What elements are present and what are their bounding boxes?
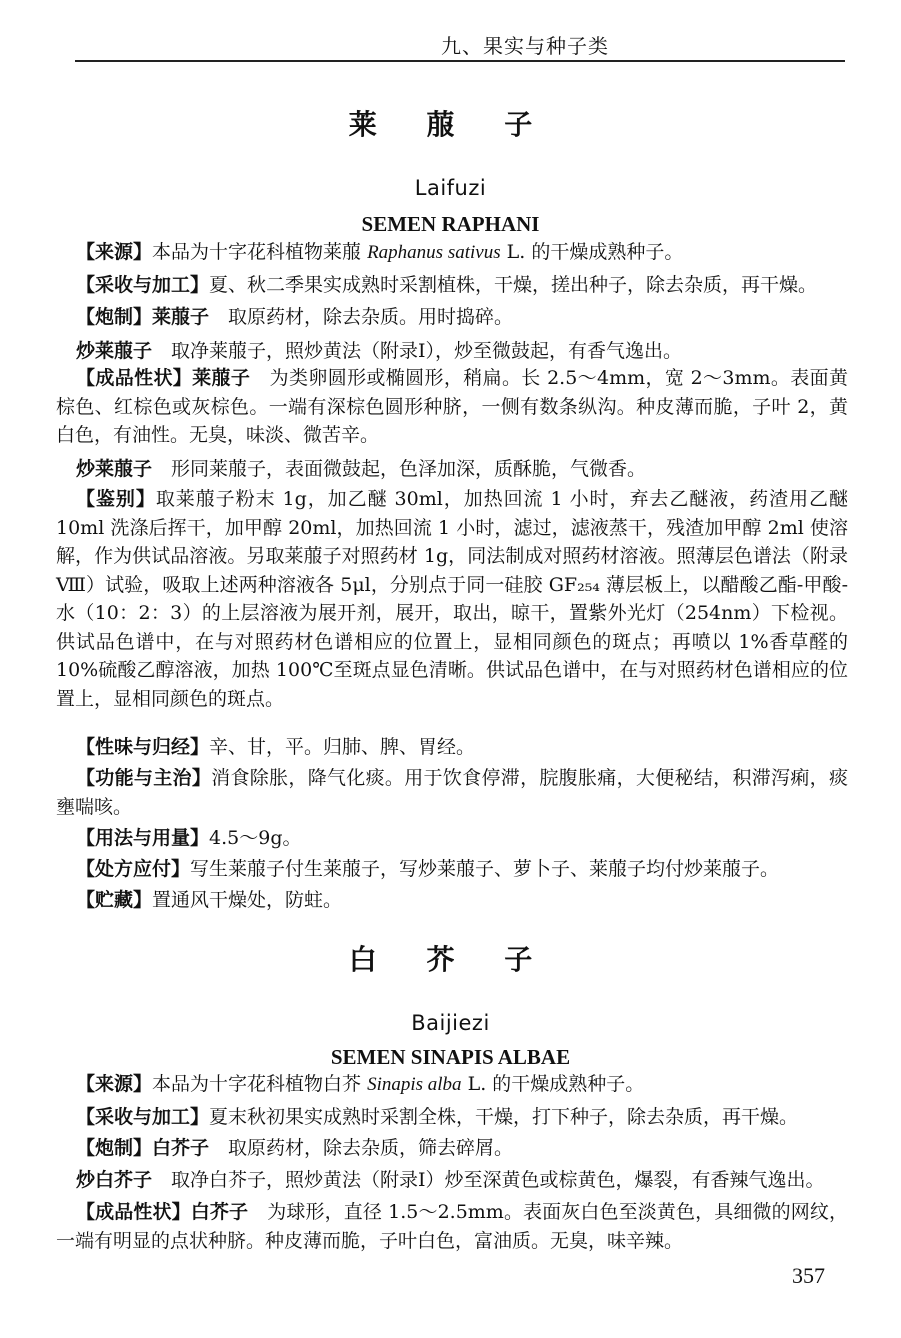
identification-label: 【鉴别】	[76, 488, 156, 510]
description-paragraph: 【成品性状】白芥子 为球形，直径 1.5～2.5mm。表面灰白色至淡黄色，具细微的网纹，一端有明显的点状种脐。种皮薄而脆，子叶白色，富油质。无臭，味辛辣。	[56, 1201, 848, 1252]
entry-latin-name: SEMEN RAPHANI	[361, 212, 540, 236]
entry-pinyin: Baijiezi	[411, 1011, 490, 1035]
storage-label: 【贮藏】	[76, 889, 153, 911]
source-label: 【来源】	[76, 1073, 153, 1095]
entry-pinyin: Laifuzi	[414, 176, 487, 200]
page-number: 357	[792, 1263, 825, 1288]
function-label: 【功能与主治】	[76, 767, 212, 789]
storage-paragraph: 【贮藏】置通风干燥处，防蛀。	[76, 889, 343, 911]
chapter-title: 九、果实与种子类	[441, 34, 609, 58]
species-name: Sinapis alba	[367, 1074, 462, 1095]
function-paragraph: 【功能与主治】消食除胀，降气化痰。用于饮食停滞，脘腹胀痛，大便秘结，积滞泻痢，痰壅喘咳。	[56, 767, 848, 818]
nature-paragraph: 【性味与归经】辛、甘，平。归肺、脾、胃经。	[76, 736, 476, 758]
source-paragraph: 【来源】本品为十字花科植物白芥 Sinapis alba L. 的干燥成熟种子。	[76, 1073, 645, 1095]
entry-title: 莱 菔 子	[348, 108, 553, 141]
processing-paragraph: 【炮制】莱菔子 取原药材，除去杂质。用时捣碎。	[76, 306, 514, 328]
description-paragraph: 【成品性状】莱菔子 为类卵圆形或椭圆形，稍扁。长 2.5～4mm，宽 2～3mm。表面黄棕色、红棕色或灰棕色。一端有深棕色圆形种脐，一侧有数条纵沟。种皮薄而脆，子叶 2，黄白色，有油性。无臭，味淡、微苦辛。	[56, 367, 848, 446]
running-header	[75, 36, 845, 62]
processing-label: 【炮制】	[76, 1137, 153, 1159]
harvest-paragraph: 【采收与加工】夏末秋初果实成熟时采割全株，干燥，打下种子，除去杂质，再干燥。	[76, 1106, 799, 1128]
source-paragraph: 【来源】本品为十字花科植物莱菔 Raphanus sativus L. 的干燥成熟种子。	[76, 241, 684, 263]
species-name: Raphanus sativus	[367, 242, 501, 263]
nature-label: 【性味与归经】	[76, 736, 210, 758]
processing-item-name: 莱菔子	[152, 306, 210, 328]
prescription-paragraph: 【处方应付】写生莱菔子付生莱菔子，写炒莱菔子、萝卜子、莱菔子均付炒莱菔子。	[76, 858, 780, 880]
processing-item-name: 炒莱菔子	[76, 340, 153, 362]
harvest-paragraph: 【采收与加工】夏、秋二季果实成熟时采割植株，干燥，搓出种子，除去杂质，再干燥。	[76, 274, 818, 296]
processing-paragraph: 【炮制】白芥子 取原药材，除去杂质，筛去碎屑。	[76, 1137, 514, 1159]
description-item-name: 莱菔子	[192, 367, 251, 389]
processing-paragraph-2: 炒莱菔子 取净莱菔子，照炒黄法（附录Ⅰ），炒至微鼓起，有香气逸出。	[76, 340, 683, 362]
entry-latin-name: SEMEN SINAPIS ALBAE	[330, 1045, 571, 1069]
harvest-label: 【采收与加工】	[76, 274, 210, 296]
description-item-name: 白芥子	[190, 1201, 249, 1223]
entry-title: 白 芥 子	[348, 943, 553, 976]
processing-paragraph-2: 炒白芥子 取净白芥子，照炒黄法（附录Ⅰ）炒至深黄色或棕黄色，爆裂，有香辣气逸出。	[76, 1169, 825, 1191]
identification-paragraph: 【鉴别】取莱菔子粉末 1g，加乙醚 30ml，加热回流 1 小时，弃去乙醚液，药渣用乙醚 10ml 洗涤后挥干，加甲醇 20ml，加热回流 1 小时，滤过，滤液蒸干，残渣加甲醇 2ml 使溶解，作为供试品溶液。另取莱菔子对照药材 1g，同法制成对照药材溶液。照薄层色谱法（附录Ⅷ）试验，吸取上述两种溶液各 5μl，分别点于同一硅胶 GF₂₅₄ 薄层板上，以醋酸乙酯-甲酸-水（10：2：3）的上层溶液为展开剂，展开，取出，晾干，置紫外光灯（254nm）下检视。供试品色谱中，在与对照药材色谱相应的位置上，显相同颜色的斑点；再喷以 1%香草醛的 10%硫酸乙醇溶液，加热 100℃至斑点显色清晰。供试品色谱中，在与对照药材色谱相应的位置上，显相同颜色的斑点。	[56, 488, 848, 710]
source-label: 【来源】	[76, 241, 153, 263]
harvest-label: 【采收与加工】	[76, 1106, 210, 1128]
dosage-paragraph: 【用法与用量】4.5～9g。	[76, 827, 302, 849]
description-label: 【成品性状】	[76, 367, 193, 389]
description-item-name: 炒莱菔子	[76, 458, 153, 480]
processing-label: 【炮制】	[76, 306, 153, 328]
processing-item-name: 炒白芥子	[76, 1169, 153, 1191]
dosage-label: 【用法与用量】	[76, 827, 210, 849]
description-label: 【成品性状】	[76, 1201, 191, 1223]
prescription-label: 【处方应付】	[76, 858, 191, 880]
description-paragraph-2: 炒莱菔子 形同莱菔子，表面微鼓起，色泽加深，质酥脆，气微香。	[76, 458, 647, 480]
processing-item-name: 白芥子	[152, 1137, 210, 1159]
